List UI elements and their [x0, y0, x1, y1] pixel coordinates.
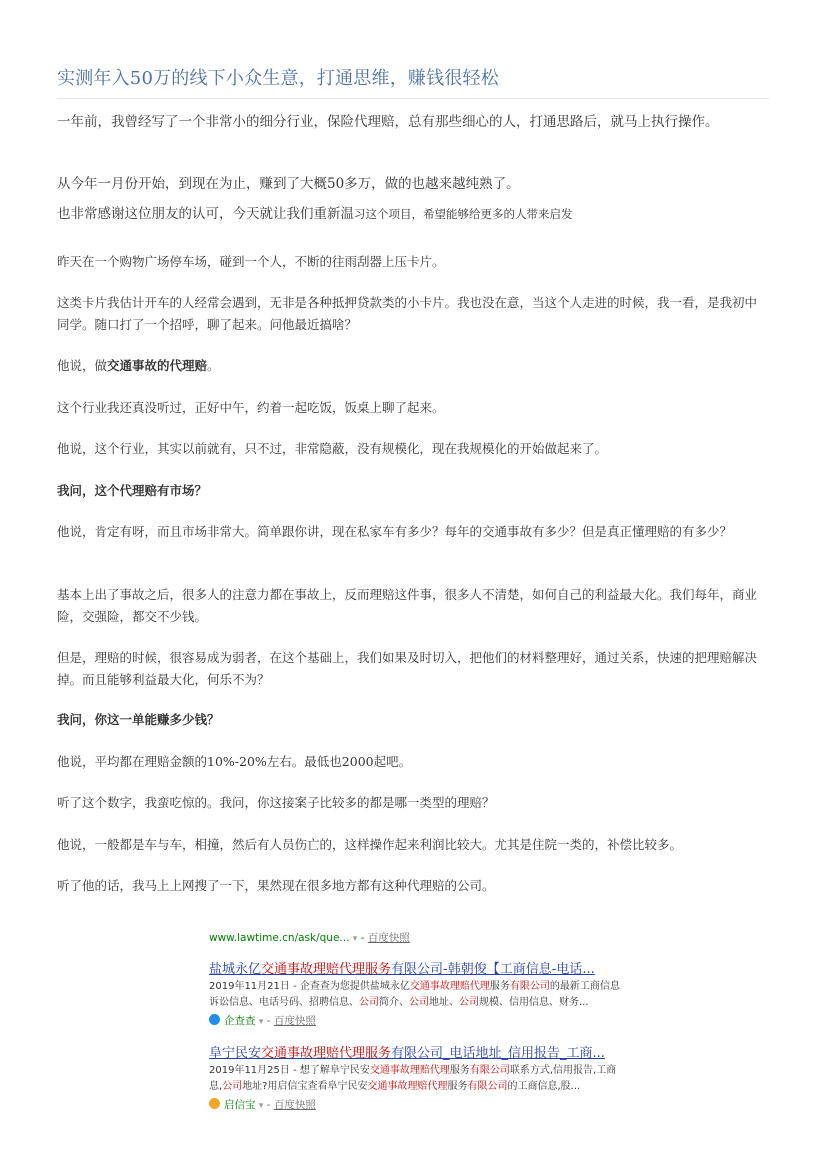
qichacha-logo-icon: [209, 1014, 220, 1025]
result-title-link[interactable]: 盐城永亿交通事故理赔代理服务有限公司-韩朝俊【工商信息-电话...: [209, 962, 595, 977]
paragraph: 他说，这个行业，其实以前就有，只不过，非常隐蔽，没有规模化，现在我规模化的开始做起来了。: [57, 441, 608, 456]
result-snippet: 2019年11月21日 - 企查查为您提供盐城永亿交通事故理赔代理服务有限公司的最新工商信息 诉讼信息、电话号码、招聘信息、公司简介、公司地址、公司规模、信用信息、财务...: [209, 981, 620, 1008]
paragraph: 这个行业我还真没听过，正好中午，约着一起吃饭，饭桌上聊了起来。: [57, 400, 445, 415]
paragraph: 他说，一般都是车与车，相撞，然后有人员伤亡的，这样操作起来利润比较大。尤其是住院一类的，补偿比较多。: [57, 837, 683, 852]
question-heading: 我问，这个代理赔有市场？: [57, 483, 208, 498]
paragraph: 他说，肯定有呀，而且市场非常大。简单跟你讲，现在私家车有多少？每年的交通事故有多少？但是真正懂理赔的有多少？: [57, 524, 733, 539]
paragraph: 也非常感谢这位朋友的认可，今天就让我们重新温习这个项目，希望能够给更多的人带来启发: [57, 206, 573, 222]
paragraph: 他说，平均都在理赔金额的10%-20%左右。最低也2000起吧。: [57, 754, 412, 769]
paragraph: 他说，做交通事故的代理赔。: [57, 358, 220, 373]
snapshot-link[interactable]: 百度快照: [367, 932, 410, 944]
paragraph: 听了他的话，我马上上网搜了一下，果然现在很多地方都有这种代理赔的公司。: [57, 878, 495, 893]
paragraph: 一年前，我曾经写了一个非常小的细分行业，保险代理赔，总有那些细心的人，打通思路后，就马上执行操作。: [57, 114, 719, 130]
paragraph: 基本上出了事故之后，很多人的注意力都在事故上，反而理赔这件事，很多人不清楚，如何自己的利益最大化。我们每年，商业险，交强险，都交不少钱。: [57, 587, 758, 624]
paragraph: 从今年一月份开始，到现在为止，赚到了大概50多万，做的也越来越纯熟了。: [57, 176, 520, 192]
qixinbao-logo-icon: [209, 1098, 220, 1109]
paragraph: 这类卡片我估计开车的人经常会遇到，无非是各种抵押贷款类的小卡片。我也没在意，当这个人走进的时候，我一看，是我初中同学。随口打了一个招呼，聊了起来。问他最近搞啥？: [57, 295, 758, 332]
result-url-line: www.lawtime.cn/ask/que... ▾ - 百度快照: [209, 932, 410, 944]
chevron-down-icon[interactable]: ▾: [258, 1017, 264, 1027]
result-source[interactable]: 企查查: [224, 1015, 256, 1027]
result-url[interactable]: www.lawtime.cn/ask/que...: [209, 932, 350, 944]
article-title: 实测年入50万的线下小众生意，打通思维，赚钱很轻松: [57, 68, 499, 89]
result-source[interactable]: 启信宝: [224, 1099, 256, 1111]
chevron-down-icon[interactable]: ▾: [258, 1101, 264, 1111]
result-source-line: 启信宝 ▾ - 百度快照: [209, 1097, 649, 1112]
snapshot-link[interactable]: 百度快照: [273, 1015, 316, 1027]
result-snippet: 2019年11月25日 - 想了解阜宁民安交通事故理赔代理服务有限公司联系方式,信用报告,工商 息,公司地址?用启信宝查看阜宁民安交通事故理赔代理服务有限公司的工商信息,股...: [209, 1065, 617, 1092]
paragraph: 听了这个数字，我蛮吃惊的。我问，你这接案子比较多的都是哪一类型的理赔？: [57, 795, 495, 810]
snapshot-link[interactable]: 百度快照: [273, 1099, 316, 1111]
paragraph: 昨天在一个购物广场停车场，碰到一个人，不断的往雨刮器上压卡片。: [57, 254, 445, 269]
title-divider: [57, 98, 769, 99]
result-source-line: 企查查 ▾ - 百度快照: [209, 1013, 649, 1028]
paragraph: 但是，理赔的时候，很容易成为弱者，在这个基础上，我们如果及时切入，把他们的材料整理好，通过关系，快速的把理赔解决掉。而且能够利益最大化，何乐不为？: [57, 650, 758, 687]
chevron-down-icon[interactable]: ▾: [352, 934, 358, 944]
result-title-link[interactable]: 阜宁民安交通事故理赔代理服务有限公司_电话地址_信用报告_工商...: [209, 1046, 605, 1061]
question-heading: 我问，你这一单能赚多少钱？: [57, 712, 220, 727]
